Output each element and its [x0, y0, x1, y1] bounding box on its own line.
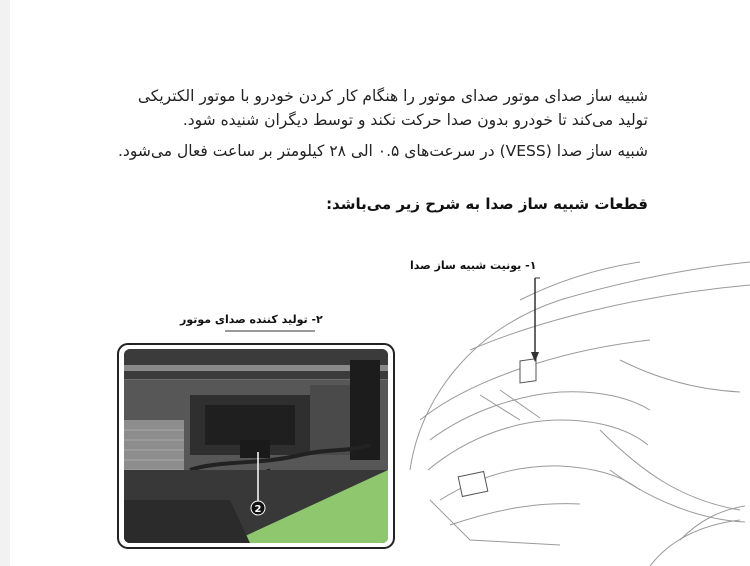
document-page: [10, 0, 750, 566]
intro-paragraph-1: شبیه ساز صدای موتور صدای موتور را هنگام کار کردن خودرو با موتور الکتریکی تولید می‌کند تا خودرو بدون صدا حرکت نکند و توسط دیگران شنیده شود.: [137, 87, 648, 129]
label-sound-unit: ۱- یونیت شبیه ساز صدا: [410, 259, 537, 272]
sound-unit-box: [520, 359, 536, 383]
car-line-drawing: [410, 262, 750, 566]
engine-photo: [118, 344, 394, 548]
generator-box-drawing: [458, 472, 488, 497]
intro-paragraph-2: شبیه ساز صدا (VESS) در سرعت‌های ۰.۵ الی ۲۸ کیلومتر بر ساعت فعال می‌شود.: [118, 142, 648, 160]
parts-heading: قطعات شبیه ساز صدا به شرح زیر می‌باشد:: [326, 195, 648, 213]
label-sound-generator: ۲- تولید کننده صدای موتور: [180, 313, 323, 326]
callout-number: 2: [254, 504, 262, 515]
figure-diagram: [10, 0, 750, 566]
